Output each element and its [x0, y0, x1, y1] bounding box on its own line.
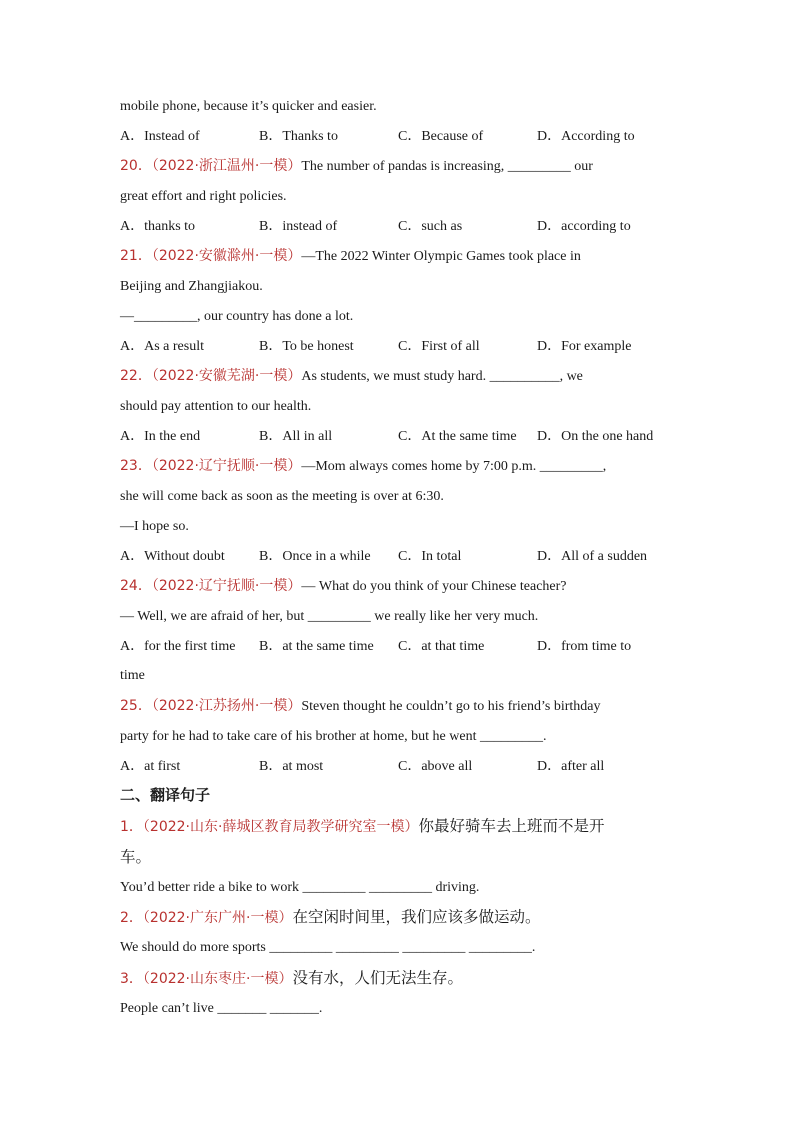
q21-stem-a: —The 2022 Winter Olympic Games took place in — [301, 249, 581, 265]
q23-stem-a: —Mom always comes home by 7:00 p.m. _________, — [301, 459, 607, 475]
q24-option-b: B．at the same time — [259, 638, 374, 654]
q21-option-a: A．As a result — [120, 338, 204, 354]
q19-option-d: D．According to — [537, 128, 635, 144]
q20-stem-line-2: great effort and right policies. — [120, 189, 287, 205]
q23-option-b: B．Once in a while — [259, 548, 371, 564]
q19-option-c: C．Because of — [398, 128, 484, 144]
q25-option-a: A．at first — [120, 758, 181, 774]
q24-option-c: C．at that time — [398, 638, 485, 654]
q25-number: 25． — [120, 697, 152, 714]
q23-stem-line-3: —I hope so. — [120, 518, 189, 534]
t2-line-1 — [120, 902, 680, 933]
q21-stem-line-2: Beijing and Zhangjiakou. — [120, 279, 263, 295]
q23-number: 23． — [120, 458, 152, 475]
q19-stem: mobile phone, because it’s quicker and easier. — [120, 99, 377, 114]
q24-stem-line-2: — Well, we are afraid of her, but _________ we really like her very much. — [120, 609, 539, 625]
q24-source: （2022·辽宁抚顺·一模） — [151, 578, 302, 595]
q22-option-d: D．On the one hand — [537, 428, 654, 444]
q20-option-d: D．according to — [537, 218, 631, 234]
q25-stem-line-2: party for he had to take care of his brother at home, but he went _________. — [120, 728, 547, 744]
t1-number: 1． — [120, 818, 143, 835]
q19-option-b: B．Thanks to — [259, 128, 338, 144]
q23-source: （2022·辽宁抚顺·一模） — [151, 458, 302, 475]
q21-option-c: C．First of all — [398, 338, 480, 354]
t2-number: 2． — [120, 910, 143, 927]
q21-options — [120, 332, 680, 362]
q22-source: （2022·安徽芜湖·一模） — [151, 368, 302, 385]
t2-chinese: 在空闲时间里，我们应该多做运动。 — [292, 908, 541, 927]
t1-chinese-a: 你最好骑车去上班而不是开 — [418, 816, 605, 835]
q23-option-a: A．Without doubt — [120, 548, 225, 564]
q24-options — [120, 632, 680, 662]
t1-chinese-b: 车。 — [120, 847, 152, 866]
q21-stem-line-3: —_________, our country has done a lot. — [120, 308, 354, 324]
t3-source: （2022·山东枣庄·一模） — [142, 970, 293, 987]
q22-option-a: A．In the end — [120, 428, 201, 444]
t2-source: （2022·广东广州·一模） — [142, 910, 293, 927]
q23-option-d: D．All of a sudden — [537, 548, 648, 564]
section-heading: 二、翻译句子 — [120, 786, 211, 805]
q20-options — [120, 212, 680, 242]
q25-stem-a: Steven thought he couldn’t go to his friend’s birthday — [301, 698, 601, 714]
t3-chinese: 没有水，人们无法生存。 — [292, 968, 463, 987]
q20-source: （2022·浙江温州·一模） — [151, 158, 302, 175]
t1-source: （2022·山东·薛城区教育局教学研究室一模） — [142, 818, 419, 835]
q25-option-c: C．above all — [398, 758, 473, 774]
q24-stem-a: — What do you think of your Chinese teacher? — [301, 579, 567, 595]
q20-stem-a: The number of pandas is increasing, _________ our — [301, 159, 593, 175]
q20-stem-line-1 — [120, 151, 680, 182]
q20-option-c: C．such as — [398, 218, 463, 234]
q21-stem-line-1 — [120, 241, 680, 272]
q24-stem-line-1 — [120, 571, 680, 602]
q21-source: （2022·安徽滁州·一模） — [151, 248, 302, 265]
content — [120, 92, 680, 1023]
q23-stem-line-2: she will come back as soon as the meeting is over at 6:30. — [120, 489, 444, 505]
q21-number: 21． — [120, 248, 152, 265]
q25-source: （2022·江苏扬州·一模） — [151, 697, 302, 714]
q22-option-b: B．All in all — [259, 428, 333, 444]
q23-option-c: C．In total — [398, 548, 462, 564]
q23-options — [120, 542, 680, 572]
q21-option-d: D．For example — [537, 338, 632, 354]
q24-option-d: D．from time to — [537, 638, 632, 654]
q20-option-a: A．thanks to — [120, 218, 196, 234]
q25-options — [120, 752, 680, 782]
q19-option-a: A．Instead of — [120, 128, 200, 144]
t3-line-1 — [120, 963, 680, 994]
q24-number: 24． — [120, 578, 152, 595]
q22-stem-line-2: should pay attention to our health. — [120, 399, 312, 415]
q20-option-b: B．instead of — [259, 218, 338, 234]
t1-line-1 — [120, 811, 680, 842]
q22-stem-line-1 — [120, 361, 680, 392]
q22-option-c: C．At the same time — [398, 428, 517, 444]
q22-number: 22． — [120, 368, 152, 385]
q22-options — [120, 422, 680, 452]
t1-english: You’d better ride a bike to work _________ _________ driving. — [120, 879, 480, 895]
q19-options — [120, 122, 680, 152]
q24-option-a: A．for the first time — [120, 638, 236, 654]
q24-option-d-wrap: time — [120, 668, 145, 684]
q25-option-b: B．at most — [259, 758, 324, 774]
q25-option-d: D．after all — [537, 758, 605, 774]
q22-stem-a: As students, we must study hard. __________, we — [301, 369, 583, 385]
q23-stem-line-1 — [120, 451, 680, 482]
q25-stem-line-1 — [120, 691, 680, 722]
t2-english: We should do more sports _________ _________ _________ _________. — [120, 940, 536, 956]
t3-number: 3． — [120, 970, 143, 987]
q20-number: 20． — [120, 158, 152, 175]
q21-option-b: B．To be honest — [259, 338, 354, 354]
t3-english: People can’t live _______ _______. — [120, 1000, 323, 1016]
